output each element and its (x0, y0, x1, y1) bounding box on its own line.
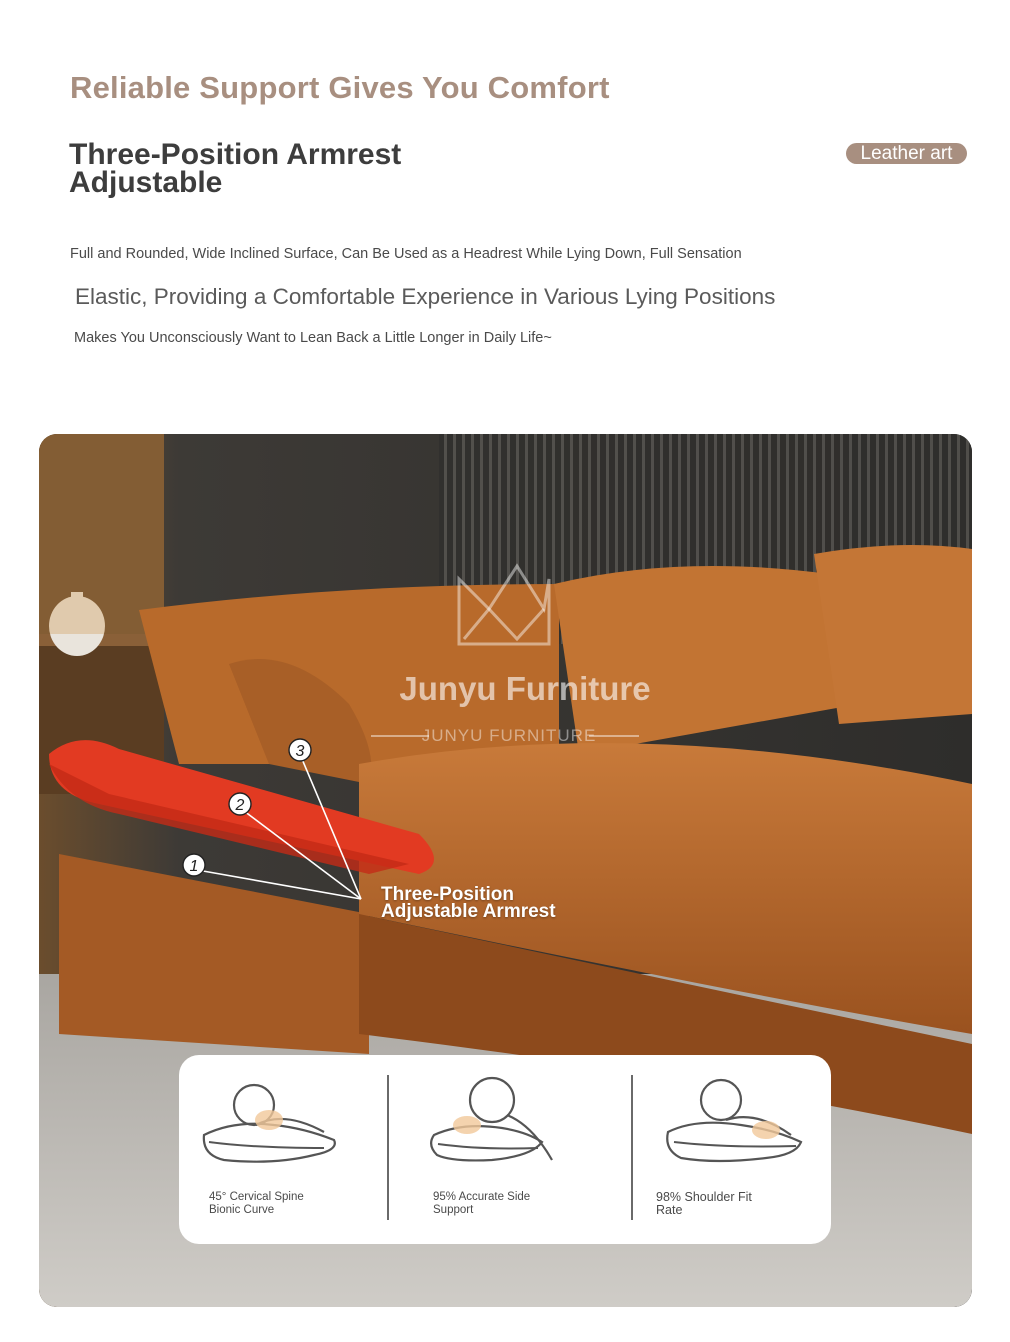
side-sleep-icon (412, 1070, 562, 1170)
product-photo (39, 434, 972, 1307)
description-line-2: Elastic, Providing a Comfortable Experience in Various Lying Positions (75, 284, 776, 309)
category-badge: Leather art (846, 143, 967, 164)
watermark-brand: Junyu Furniture (399, 670, 651, 707)
section-subtitle: Three-Position Armrest Adjustable (69, 138, 402, 199)
marker-3-label: 3 (295, 743, 305, 760)
marker-1-label: 1 (189, 858, 199, 875)
page-title: Reliable Support Gives You Comfort (70, 70, 610, 105)
feature-divider (631, 1075, 633, 1220)
feature-item (179, 1055, 396, 1244)
feature-card (179, 1055, 831, 1244)
head-pillow-icon (194, 1070, 344, 1170)
feature-item (641, 1055, 858, 1244)
marker-2-label: 2 (235, 797, 245, 814)
description-line-3: Makes You Unconsciously Want to Lean Back a Little Longer in Daily Life~ (74, 330, 552, 346)
description-line-1: Full and Rounded, Wide Inclined Surface, Can Be Used as a Headrest While Lying Down, Full Sensation (70, 246, 742, 262)
feature-label: 45° Cervical Spine Bionic Curve (209, 1191, 304, 1216)
feature-item (397, 1055, 614, 1244)
watermark-subtext: JUNYU FURNITURE (421, 726, 597, 745)
feature-label: 98% Shoulder Fit Rate (656, 1190, 752, 1217)
shoulder-fit-icon (656, 1070, 806, 1170)
feature-divider (387, 1075, 389, 1220)
armrest-callout: Three-Position Adjustable Armrest (381, 884, 556, 922)
feature-label: 95% Accurate Side Support (433, 1191, 531, 1216)
